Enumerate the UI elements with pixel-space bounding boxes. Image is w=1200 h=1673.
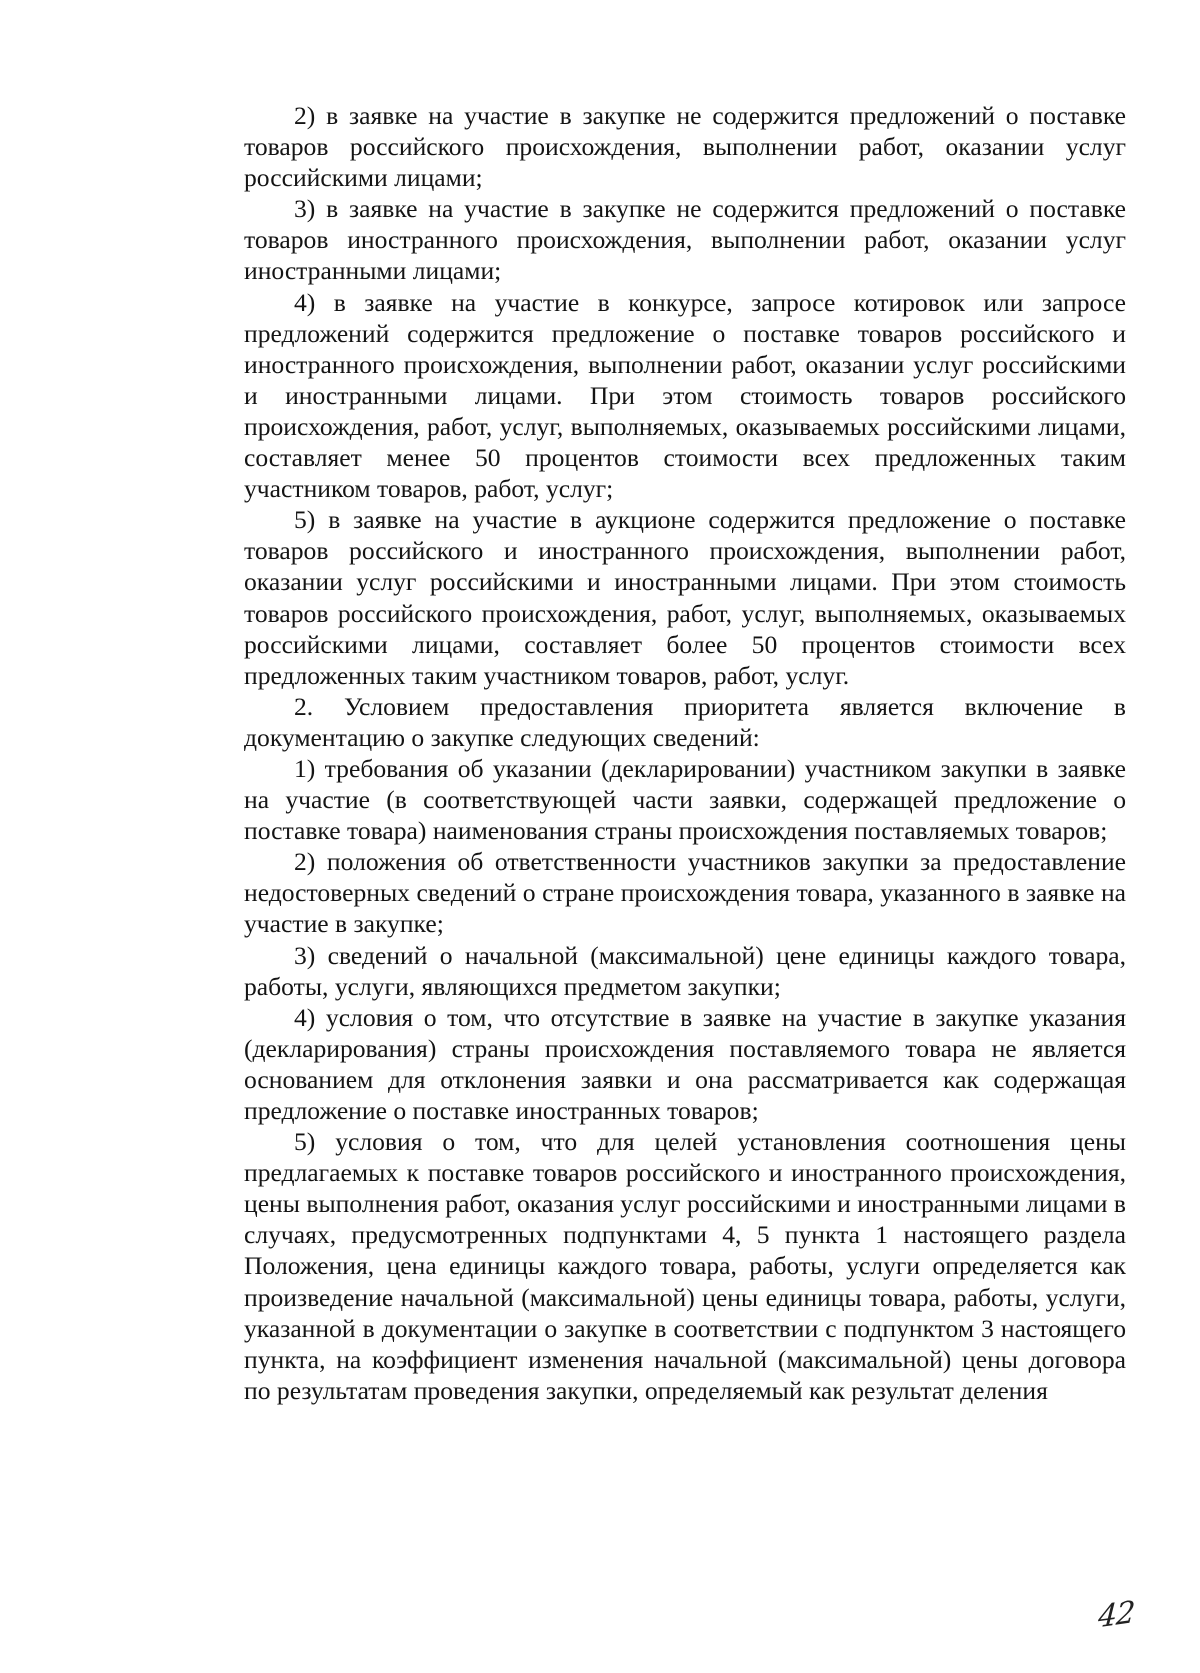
document-body: [244, 100, 1126, 1406]
paragraph-item-3-no-foreign-offers: 3) в заявке на участие в закупке не содержится предложений о поставке товаров иностранного происхождения, выполнении работ, оказании услуг иностранными лицами;: [244, 194, 1126, 286]
paragraph-item-1-country-declaration: 1) требования об указании (декларировании) участником закупки в заявке на участие (в соответствующей части заявки, содержащей предложение о поставке товара) наименования страны происхождения поставляемых товаров;: [244, 753, 1126, 846]
paragraph-section-2-priority-condition: 2. Условием предоставления приоритета является включение в документацию о закупке следующих сведений:: [244, 691, 1126, 752]
paragraph-item-5-price-ratio: 5) условия о том, что для целей установления соотношения цены предлагаемых к поставке товаров российского и иностранного происхождения, цены выполнения работ, оказания услуг российскими и иностранными лицами в случаях, предусмотренных подпунктами 4, 5 пункта 1 настоящего раздела Положения, цена единицы каждого товара, работы, услуги определяется как произведение начальной (максимальной) цены единицы товара, работы, услуги, указанной в документации о закупке в соответствии с подпунктом 3 настоящего пункта, на коэффициент изменения начальной (максимальной) цены договора по результатам проведения закупки, определяемый как результат деления: [244, 1127, 1126, 1405]
paragraph-item-2-liability: 2) положения об ответственности участников закупки за предоставление недостоверных сведений о стране происхождения товара, указанного в заявке на участие в закупке;: [244, 847, 1126, 939]
paragraph-item-4-missing-declaration: 4) условия о том, что отсутствие в заявке на участие в закупке указания (декларирования) страны происхождения поставляемого товара не является основанием для отклонения заявки и она рассматривается как содержащая предложение о поставке иностранных товаров;: [244, 1002, 1126, 1125]
handwritten-page-number: [1097, 1592, 1143, 1639]
paragraph-item-4-contest-mixed-offers: 4) в заявке на участие в конкурсе, запросе котировок или запросе предложений содержится предложение о поставке товаров российского и иностранного происхождения, выполнении работ, оказании услуг российскими и иностранными лицами. При этом стоимость товаров российского происхождения, работ, услуг, выполняемых, оказываемых российскими лицами, составляет менее 50 процентов стоимости всех предложенных таким участником товаров, работ, услуг;: [244, 287, 1126, 504]
paragraph-item-5-auction-mixed-offers: 5) в заявке на участие в аукционе содержится предложение о поставке товаров российского и иностранного происхождения, выполнении работ, оказании услуг российскими и иностранными лицами. При этом стоимость товаров российского происхождения, работ, услуг, выполняемых, оказываемых российскими лицами, составляет более 50 процентов стоимости всех предложенных таким участником товаров, работ, услуг.: [244, 505, 1126, 690]
paragraph-item-3-unit-price: 3) сведений о начальной (максимальной) цене единицы каждого товара, работы, услуги, являющихся предметом закупки;: [244, 940, 1126, 1001]
page-number-text: 42: [1097, 1594, 1136, 1636]
paragraph-item-2-no-russian-offers: 2) в заявке на участие в закупке не содержится предложений о поставке товаров российского происхождения, выполнении работ, оказании услуг российскими лицами;: [244, 101, 1126, 193]
